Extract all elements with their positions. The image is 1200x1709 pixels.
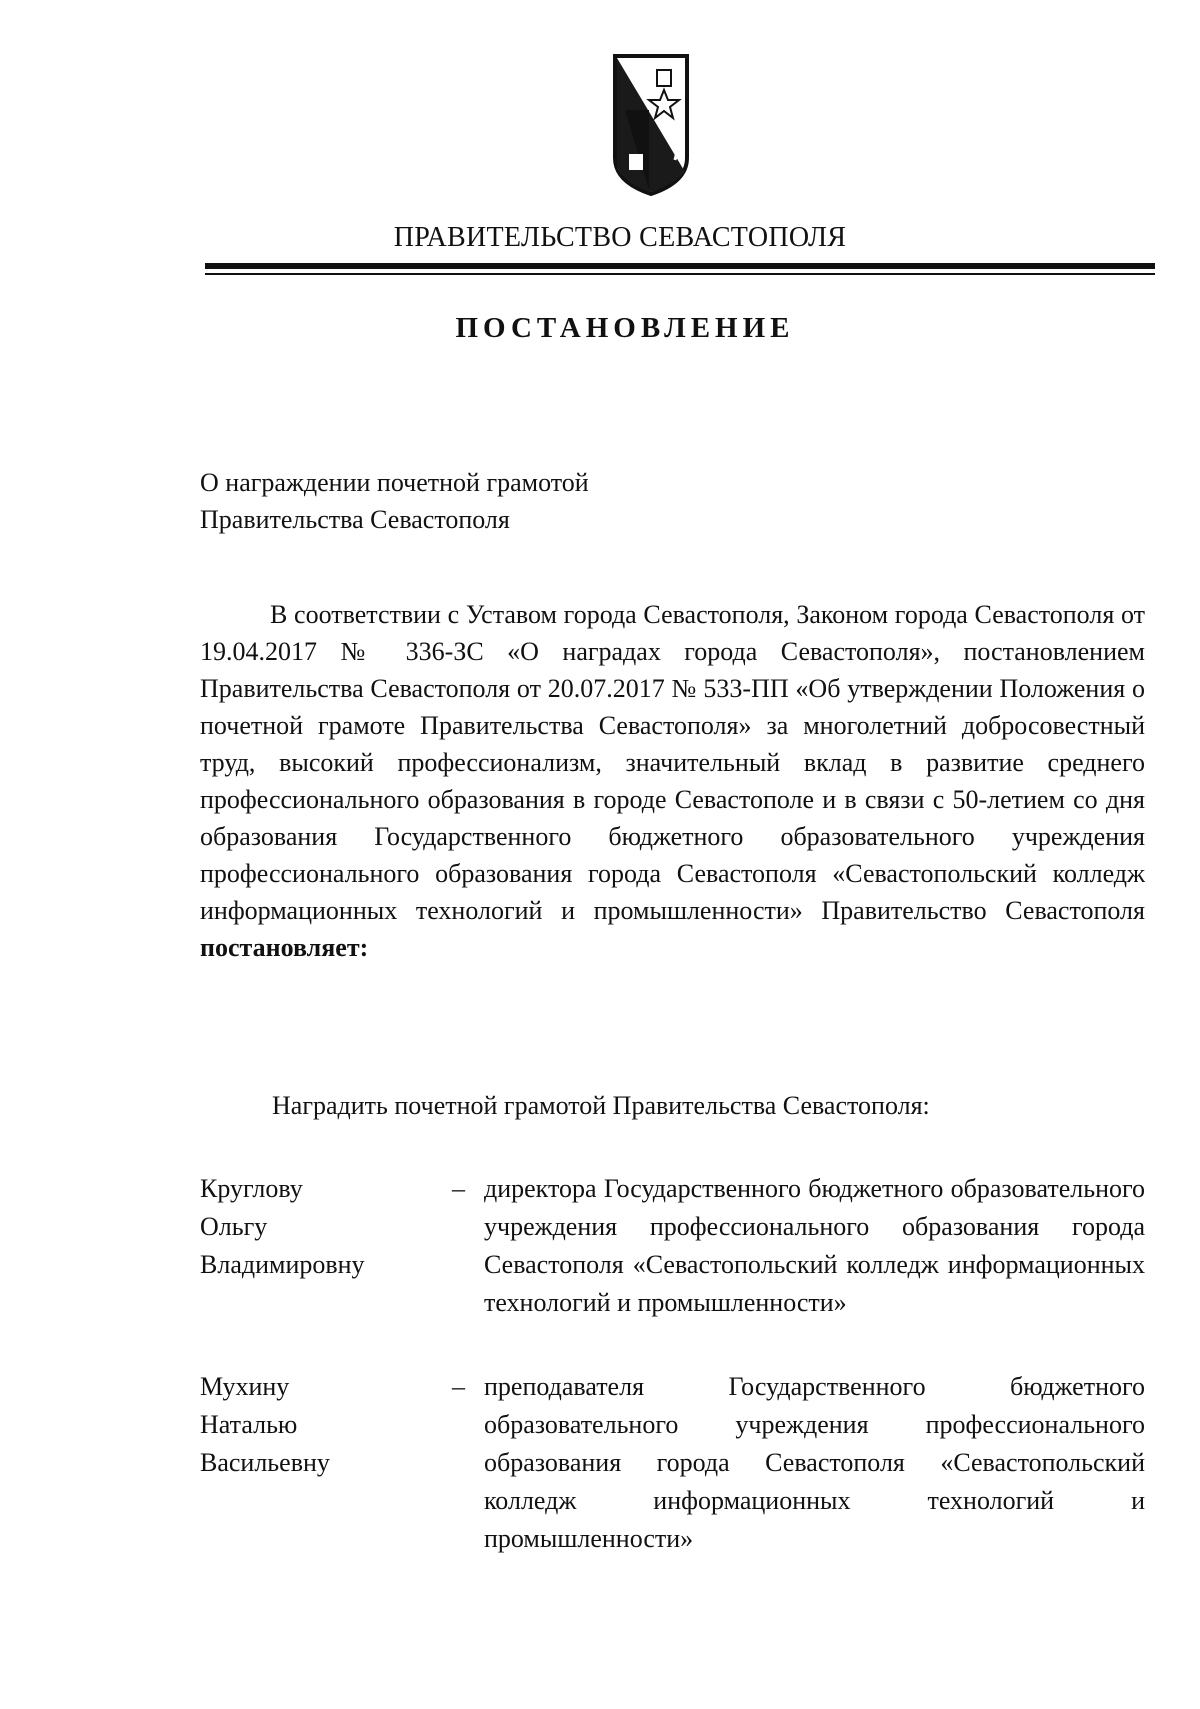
awardee-patronymic: Васильевну xyxy=(200,1448,330,1477)
award-intro: Наградить почетной грамотой Правительства Севастополя: xyxy=(272,1091,930,1120)
awardee-first-name: Ольгу xyxy=(200,1212,268,1241)
awardee-dash: – xyxy=(452,1372,465,1401)
awardee-position: директора Государственного бюджетного образовательного учреждения профессионального образования города Севастополя «Севастопольский колледж информационных технологий и промышленности» xyxy=(484,1174,1145,1317)
preamble-text: В соответствии с Уставом города Севастополя, Законом города Севастополя от 19.04.2017 № 336-ЗС «О наградах города Севастополя», постановлением Правительства Севастополя от 20.07.2017 № 533-ПП «Об утверждении Положения о почетной грамоте Правительства Севастополя» за многолетний добросовестный труд, высокий профессионализм, значительный вклад в развитие среднего профессионального образования в городе Севастополе и в связи с 50-летием со дня образования Государственного бюджетного образовательного учреждения профессионального образования города Севастополя «Севастопольский колледж информационных технологий и промышленности» Правительство Севастополя xyxy=(200,600,1145,925)
subject-line-1: О награждении почетной грамотой xyxy=(200,468,589,497)
awardee-surname: Мухину xyxy=(200,1372,290,1401)
awardee-position: преподавателя Государственного бюджетного образовательного учреждения профессионального образования города Севастополя «Севастопольский колледж информационных технологий и промышленности» xyxy=(484,1372,1145,1553)
awardee-surname: Круглову xyxy=(200,1174,303,1203)
document-type-title: ПОСТАНОВЛЕНИЕ xyxy=(455,312,795,344)
preamble-paragraph xyxy=(200,596,1145,966)
awardee-name xyxy=(200,1368,420,1482)
subject-line-2: Правительства Севастополя xyxy=(200,505,510,534)
awardee-patronymic: Владимировну xyxy=(200,1250,365,1279)
awardee-name xyxy=(200,1170,420,1284)
resolves-word: постановляет: xyxy=(200,933,369,962)
header-rule-thin xyxy=(205,273,1155,275)
government-title: ПРАВИТЕЛЬСТВО СЕВАСТОПОЛЯ xyxy=(393,222,847,253)
document-subject xyxy=(200,464,589,538)
sevastopol-coat-of-arms-icon xyxy=(609,50,693,198)
awardee-first-name: Наталью xyxy=(200,1410,298,1439)
header-rule-thick xyxy=(205,263,1155,269)
awardee-dash: – xyxy=(452,1174,465,1203)
